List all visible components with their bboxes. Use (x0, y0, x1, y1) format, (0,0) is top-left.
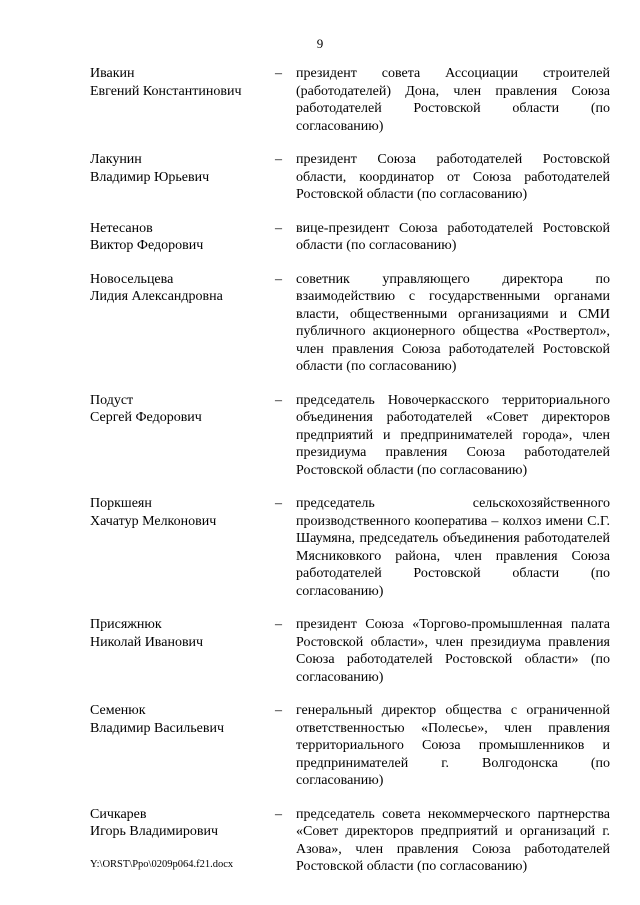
member-entry (90, 702, 610, 790)
member-surname: Подуст (90, 392, 134, 408)
member-entry (90, 616, 610, 686)
member-name (90, 220, 275, 255)
member-entry (90, 220, 610, 255)
member-entry (90, 495, 610, 600)
document-file-path: Y:\ORST\Ppo\0209p064.f21.docx (90, 859, 234, 870)
member-position: председатель Новочеркасского территориального объединения работодателей «Совет директоров предприятий и предпринимателей города», член президиума правления Союза работодателей Ростовской области (по согласованию) (296, 392, 610, 478)
member-surname: Сичкарев (90, 806, 147, 822)
member-given-names: Виктор Федорович (90, 238, 204, 253)
member-position: президент Союза «Торгово-промышленная палата Ростовской области», член президиума правления Союза работодателей Ростовской области» (по согласованию) (296, 617, 610, 685)
member-position: президент совета Ассоциации строителей (работодателей) Дона, член правления Союза работодателей Ростовской области (по согласованию) (296, 66, 610, 134)
member-surname: Поркшеян (90, 496, 152, 511)
member-entry (90, 151, 610, 204)
member-surname: Нетесанов (90, 220, 153, 236)
separator-dash: – (275, 617, 282, 632)
member-list (90, 65, 610, 892)
member-given-names: Игорь Владимирович (90, 824, 219, 839)
separator-dash: – (275, 271, 282, 287)
member-name (90, 702, 275, 737)
member-entry (90, 271, 610, 376)
separator-dash: – (275, 703, 282, 718)
member-name (90, 392, 275, 427)
member-entry (90, 65, 610, 135)
member-name (90, 806, 275, 841)
page-number: 9 (316, 36, 324, 51)
member-position: председатель сельскохозяйственного производственного кооператива – колхоз имени С.Г. Шаумяна, председатель объединения работодателей Мясниковкого района, член правления Союза работодателей Ростовской области (по согласованию) (296, 496, 610, 599)
member-position: президент Союза работодателей Ростовской области, координатор от Союза работодателей Ростовской области (по согласованию) (296, 152, 610, 202)
member-given-names: Евгений Константинович (90, 83, 242, 99)
member-position: советник управляющего директора по взаимодействию с государственными органами власти, общественными организациями и СМИ публичного акционерного общества «Роствертол», член правления Союза работодателей Ростовской области (по согласованию) (296, 271, 610, 374)
member-surname: Лакунин (90, 152, 142, 167)
separator-dash: – (275, 66, 282, 81)
member-surname: Семенюк (90, 703, 146, 718)
member-name (90, 151, 275, 186)
separator-dash: – (275, 392, 282, 408)
member-surname: Ивакин (90, 66, 135, 81)
separator-dash: – (275, 806, 282, 822)
separator-dash: – (275, 496, 282, 511)
member-surname: Новосельцева (90, 271, 174, 287)
member-position: председатель совета некоммерческого партнерства «Совет директоров предприятий и организаций г. Азова», член правления Союза работодателей Ростовской области (по согласованию) (296, 806, 610, 874)
member-given-names: Николай Иванович (90, 634, 204, 650)
member-position: генеральный директор общества с ограниченной ответственностью «Полесье», член правления территориального Союза промышленников и предпринимателей г. Волгодонска (по согласованию) (296, 703, 610, 788)
member-given-names: Сергей Федорович (90, 410, 202, 425)
member-position: вице-президент Союза работодателей Ростовской области (по согласованию) (296, 220, 610, 253)
member-name (90, 495, 275, 530)
member-surname: Присяжнюк (90, 617, 162, 632)
separator-dash: – (275, 220, 282, 236)
member-name (90, 616, 275, 651)
member-entry (90, 392, 610, 480)
member-given-names: Владимир Юрьевич (90, 169, 210, 185)
member-given-names: Лидия Александровна (90, 289, 223, 304)
member-given-names: Владимир Васильевич (90, 720, 224, 736)
member-name (90, 65, 275, 100)
member-given-names: Хачатур Мелконович (90, 513, 217, 529)
separator-dash: – (275, 152, 282, 167)
member-name (90, 271, 275, 306)
